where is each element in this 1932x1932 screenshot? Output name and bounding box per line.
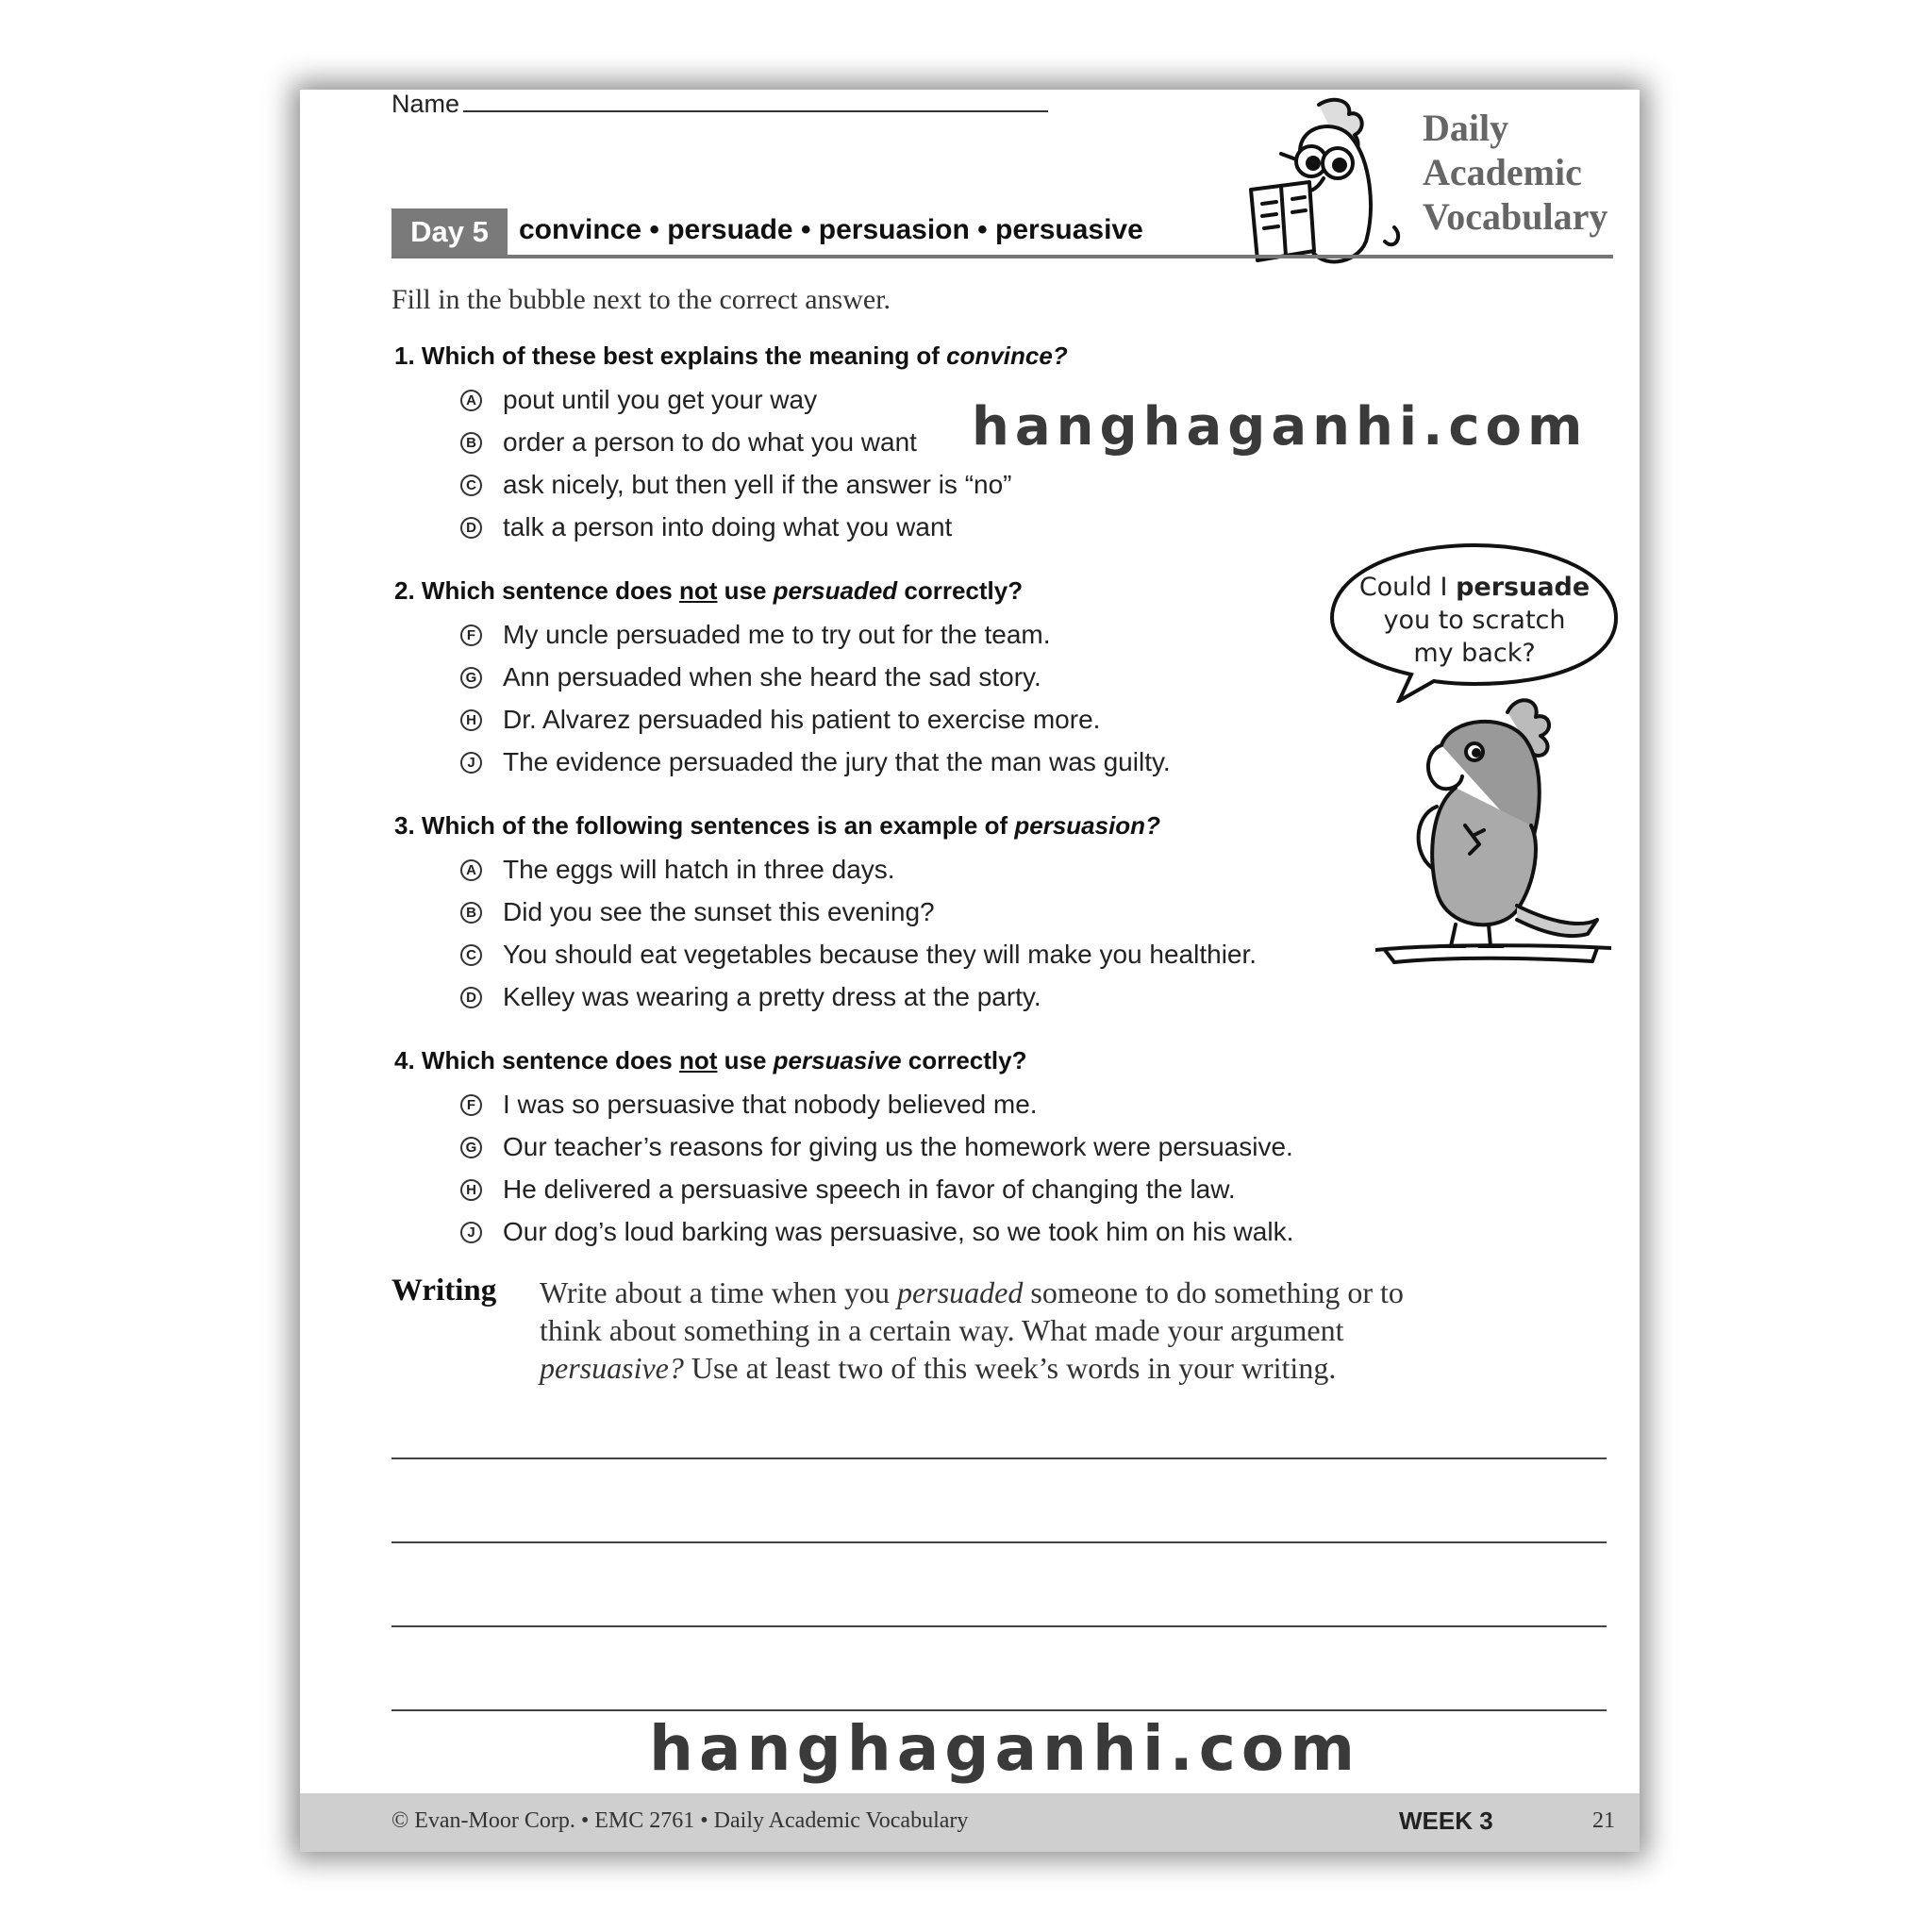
writing-line-4[interactable]	[391, 1709, 1607, 1711]
footer-week: WEEK 3	[1399, 1807, 1493, 1835]
question-text-mid: use	[717, 1046, 774, 1074]
option-text: pout until you get your way	[503, 385, 818, 414]
option-text: He delivered a persuasive speech in favor of changing the law.	[503, 1174, 1236, 1204]
answer-bubble[interactable]: D	[460, 517, 482, 539]
answer-bubble[interactable]: G	[460, 1137, 482, 1158]
writing-line-2[interactable]	[391, 1541, 1607, 1543]
page-number: 21	[1592, 1808, 1615, 1833]
day-label: Day 5	[391, 208, 508, 256]
writing-line-3[interactable]	[391, 1625, 1607, 1627]
writing-text-3: Use at least two of this week’s words in your writing.	[683, 1351, 1337, 1385]
footer-copyright: © Evan-Moor Corp. • EMC 2761 • Daily Academic Vocabulary	[391, 1808, 969, 1833]
question-number: 2.	[394, 576, 415, 605]
question-number: 3.	[394, 811, 415, 840]
q3-option-c[interactable]	[460, 940, 1257, 970]
question-emphasis: persuasive	[773, 1046, 902, 1074]
question-underline: not	[679, 1046, 718, 1074]
answer-bubble[interactable]: J	[460, 1222, 482, 1243]
option-text: You should eat vegetables because they will make you healthier.	[503, 940, 1257, 969]
speech-line-3: my back?	[1413, 639, 1536, 668]
writing-text-2: someone to do something or to think about something in a certain way. What made your argument	[540, 1275, 1404, 1347]
answer-bubble[interactable]: A	[460, 859, 482, 881]
watermark-top: hanghaganhi.com	[972, 396, 1589, 458]
q4-option-g[interactable]	[460, 1132, 1293, 1162]
q2-option-j[interactable]	[460, 747, 1171, 777]
answer-bubble[interactable]: D	[460, 987, 482, 1008]
footer	[300, 1793, 1640, 1852]
option-text: My uncle persuaded me to try out for the team.	[503, 620, 1051, 649]
answer-bubble[interactable]: H	[460, 709, 482, 731]
question-emphasis: persuasion?	[1014, 811, 1160, 840]
question-emphasis: convince?	[946, 341, 1068, 370]
q2-option-f[interactable]	[460, 620, 1051, 650]
question-emphasis: persuaded	[773, 576, 898, 605]
q1-option-c[interactable]	[460, 470, 1012, 500]
q1-option-d[interactable]	[460, 512, 952, 542]
option-text: The evidence persuaded the jury that the man was guilty.	[503, 747, 1171, 776]
question-text: Which of the following sentences is an example of	[421, 811, 1015, 840]
question-text-after: correctly?	[901, 1046, 1027, 1074]
q4-option-f[interactable]	[460, 1090, 1038, 1120]
answer-bubble[interactable]: J	[460, 752, 482, 774]
speech-text	[1347, 571, 1602, 670]
question-1	[394, 341, 1068, 371]
q2-option-h[interactable]	[460, 705, 1100, 735]
instructions: Fill in the bubble next to the correct answer.	[391, 284, 891, 315]
answer-bubble[interactable]: C	[460, 944, 482, 966]
question-4	[394, 1046, 1027, 1075]
q4-option-h[interactable]	[460, 1174, 1236, 1205]
speech-line-1: Could I	[1358, 573, 1457, 602]
answer-bubble[interactable]: F	[460, 625, 482, 646]
writing-emphasis-2: persuasive?	[540, 1351, 684, 1385]
day-header	[391, 208, 1608, 256]
brand-line-3: Vocabulary	[1423, 195, 1608, 238]
writing-line-1[interactable]	[391, 1457, 1607, 1459]
q1-option-a[interactable]	[460, 385, 817, 415]
q3-option-a[interactable]	[460, 855, 895, 885]
option-text: Kelley was wearing a pretty dress at the party.	[503, 982, 1041, 1011]
question-text-mid: use	[717, 576, 774, 605]
question-text: Which sentence does	[421, 576, 679, 605]
option-text: Did you see the sunset this evening?	[503, 897, 935, 926]
header-divider	[391, 255, 1613, 258]
answer-bubble[interactable]: B	[460, 432, 482, 454]
brand-line-1: Daily	[1423, 107, 1509, 149]
watermark-bottom: hanghaganhi.com	[649, 1712, 1360, 1785]
answer-bubble[interactable]: B	[460, 902, 482, 924]
option-text: Our dog’s loud barking was persuasive, so we took him on his walk.	[503, 1217, 1294, 1246]
option-text: I was so persuasive that nobody believed me.	[503, 1090, 1038, 1119]
name-label: Name	[391, 90, 460, 118]
worksheet-page	[300, 90, 1640, 1852]
question-2	[394, 576, 1023, 606]
option-text: talk a person into doing what you want	[503, 512, 953, 541]
option-text: order a person to do what you want	[503, 427, 917, 457]
answer-bubble[interactable]: A	[460, 390, 482, 411]
vocabulary-words: convince • persuade • persuasion • persuasive	[519, 214, 1143, 245]
question-number: 4.	[394, 1046, 415, 1074]
question-text: Which of these best explains the meaning of	[421, 341, 947, 370]
question-text: Which sentence does	[421, 1046, 679, 1074]
speech-line-2: you to scratch	[1383, 606, 1566, 635]
q4-option-j[interactable]	[460, 1217, 1293, 1247]
q2-option-g[interactable]	[460, 662, 1041, 692]
q3-option-d[interactable]	[460, 982, 1041, 1012]
answer-bubble[interactable]: F	[460, 1094, 482, 1116]
writing-emphasis-1: persuaded	[897, 1275, 1024, 1309]
option-text: Dr. Alvarez persuaded his patient to exercise more.	[503, 705, 1101, 734]
answer-bubble[interactable]: C	[460, 475, 482, 496]
parrot-icon	[1375, 693, 1611, 1005]
q1-option-b[interactable]	[460, 427, 917, 458]
writing-label: Writing	[391, 1274, 497, 1307]
question-3	[394, 811, 1160, 841]
option-text: ask nicely, but then yell if the answer is “no”	[503, 470, 1012, 499]
answer-bubble[interactable]: G	[460, 667, 482, 689]
question-underline: not	[679, 576, 718, 605]
option-text: Our teacher’s reasons for giving us the homework were persuasive.	[503, 1132, 1293, 1161]
writing-text-1: Write about a time when you	[540, 1275, 898, 1309]
brand-line-2: Academic	[1423, 151, 1582, 193]
option-text: Ann persuaded when she heard the sad story.	[503, 662, 1041, 691]
writing-prompt	[540, 1274, 1464, 1387]
name-field[interactable]	[391, 90, 1048, 119]
name-line[interactable]	[463, 90, 1048, 112]
answer-bubble[interactable]: H	[460, 1179, 482, 1201]
question-number: 1.	[394, 341, 415, 370]
option-text: The eggs will hatch in three days.	[503, 855, 895, 884]
speech-bold: persuade	[1456, 573, 1591, 602]
q3-option-b[interactable]	[460, 897, 935, 927]
question-text-after: correctly?	[897, 576, 1024, 605]
